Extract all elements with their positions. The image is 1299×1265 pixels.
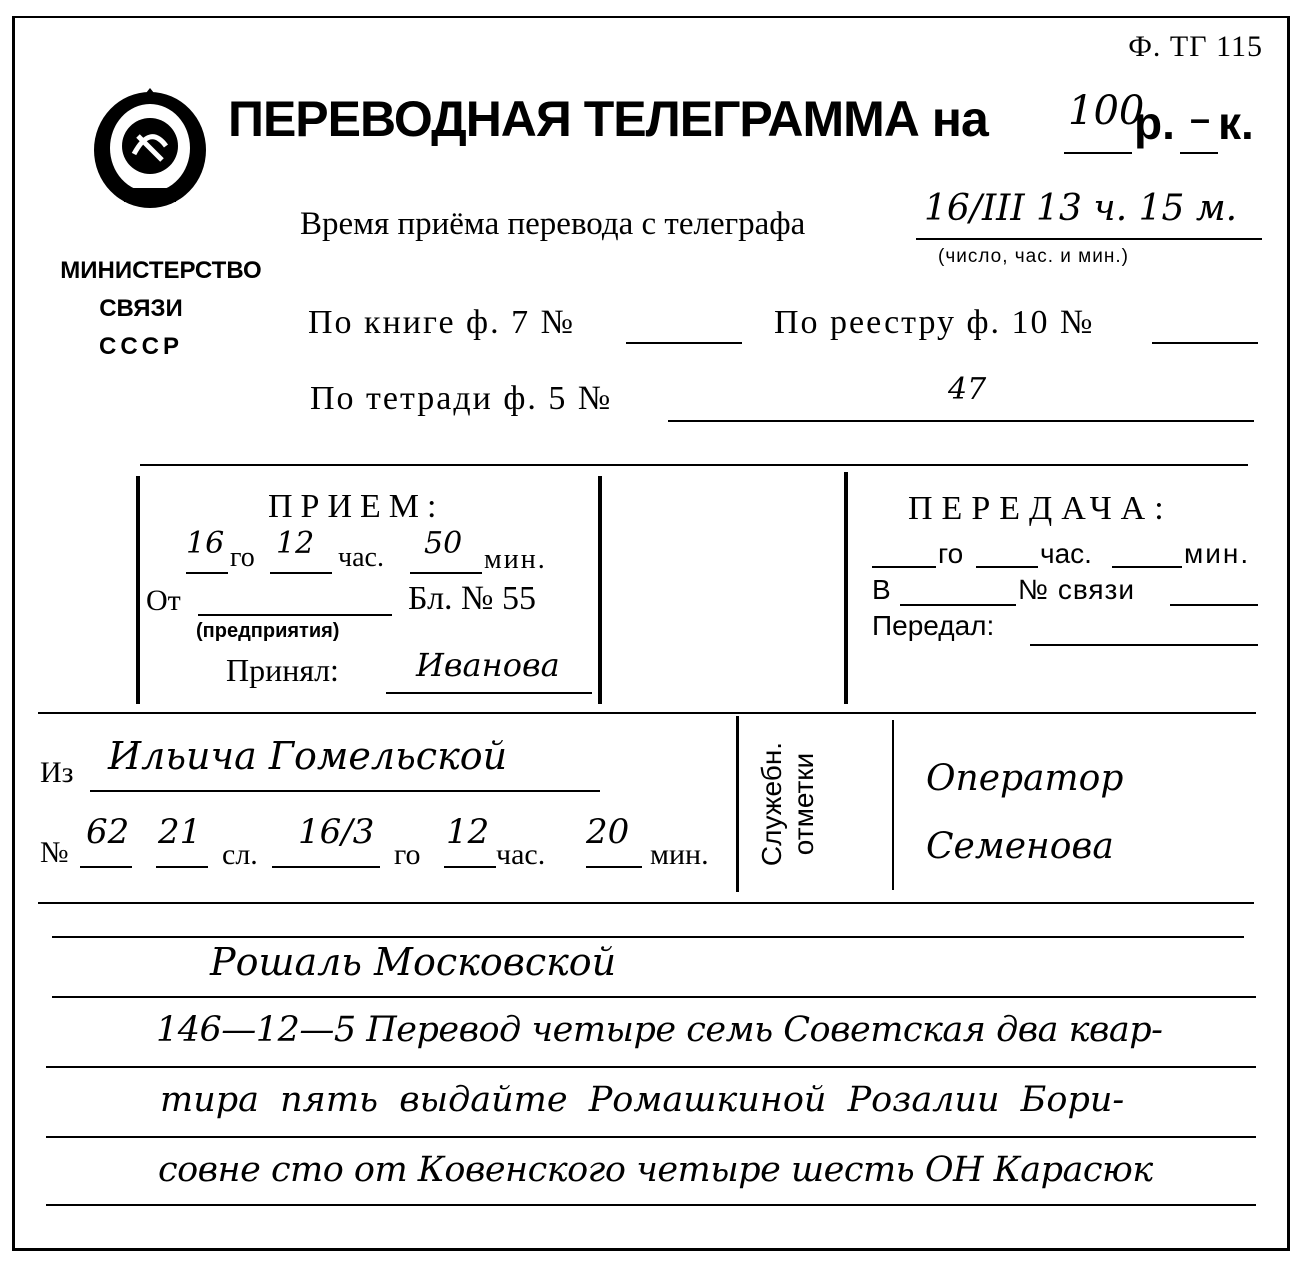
section-divider-3: [38, 902, 1254, 904]
ministry-block: [36, 252, 286, 366]
service-label-line-1: Служебн.: [756, 741, 787, 867]
priem-day: 16: [186, 526, 225, 561]
origin-from-value: Ильича Гомельской: [108, 734, 508, 778]
origin-date: 16/3: [298, 812, 375, 852]
reception-time-hint: (число, час. и мин.): [938, 246, 1129, 267]
priem-from-underline: [198, 614, 392, 616]
notebook-label: По тетради ф. 5 №: [310, 380, 613, 417]
section-divider-2: [38, 712, 1256, 714]
origin-date-suffix: го: [394, 838, 421, 871]
priem-title: ПРИЕМ:: [268, 488, 445, 525]
peredacha-day-suffix: го: [938, 538, 964, 569]
origin-minute: 20: [586, 812, 630, 852]
peredacha-title: ПЕРЕДАЧА:: [908, 490, 1173, 527]
message-line-2: тира пять выдайте Ромашкиной Розалии Бори-: [160, 1080, 1125, 1120]
origin-no-label: №: [40, 836, 69, 869]
message-rule-1: [52, 936, 1244, 938]
reception-time-label: Время приёма перевода с телеграфа: [300, 206, 806, 242]
priem-accepted-value: Иванова: [416, 646, 560, 684]
peredacha-minute-label: мин.: [1184, 538, 1251, 569]
peredacha-hour-underline: [976, 566, 1038, 568]
message-rule-3: [46, 1066, 1256, 1068]
peredacha-left-border: [844, 472, 848, 704]
origin-minute-label: мин.: [650, 838, 709, 871]
priem-hour-underline: [270, 572, 332, 574]
priem-from-hint: (предприятия): [196, 620, 340, 642]
origin-words-underline: [156, 866, 208, 868]
priem-right-border: [598, 476, 602, 704]
service-right-border: [892, 720, 894, 890]
origin-date-underline: [272, 866, 380, 868]
peredacha-channel-underline: [1170, 604, 1258, 606]
priem-left-border: [136, 476, 140, 704]
message-line-3: совне сто от Ковенского четыре шесть ОН Карасюк: [158, 1150, 1153, 1190]
priem-day-underline: [186, 572, 228, 574]
reception-time-underline: [916, 238, 1262, 240]
priem-from-label: От: [146, 584, 181, 617]
notebook-underline: [668, 420, 1254, 422]
origin-hour-label: час.: [496, 838, 546, 871]
origin-minute-underline: [586, 866, 642, 868]
service-note-line-2: Семенова: [926, 826, 1114, 867]
kop-label: к.: [1218, 97, 1254, 149]
peredacha-day-underline: [872, 566, 936, 568]
priem-minute: 50: [424, 526, 463, 561]
amount-kop-underline: [1180, 152, 1218, 154]
origin-hour-underline: [444, 866, 496, 868]
origin-from-label: Из: [40, 756, 74, 789]
amount-rub-value: 100: [1068, 88, 1145, 134]
notebook-value: 47: [948, 372, 987, 407]
origin-number-underline: [80, 866, 132, 868]
book-label: По книге ф. 7 №: [308, 304, 576, 341]
origin-words-label: сл.: [222, 838, 258, 871]
priem-minute-underline: [410, 572, 482, 574]
service-left-border: [736, 716, 739, 892]
ministry-line-3: СССР: [98, 333, 183, 360]
ministry-line-2: СВЯЗИ: [99, 295, 183, 322]
service-note-line-1: Оператор: [926, 758, 1124, 799]
ministry-line-1: МИНИСТЕРСТВО: [60, 257, 262, 284]
priem-day-suffix: го: [230, 542, 255, 573]
origin-from-underline: [90, 790, 600, 792]
section-divider-1: [140, 464, 1248, 466]
priem-hour: 12: [276, 526, 315, 561]
rub-label: р.: [1134, 97, 1175, 149]
peredacha-hour-label: час.: [1040, 538, 1092, 569]
message-line-1: 146—12—5 Перевод четыре семь Советская два квар-: [156, 1010, 1163, 1050]
message-rule-2: [52, 996, 1256, 998]
origin-words: 21: [158, 812, 202, 852]
priem-accepted-underline: [386, 692, 592, 694]
service-label-line-2: отметки: [788, 752, 819, 856]
priem-accepted-label: Принял:: [226, 652, 339, 688]
service-label: [756, 718, 820, 890]
peredacha-channel-label: № связи: [1018, 574, 1136, 605]
ussr-emblem-icon: [88, 84, 212, 214]
message-rule-4: [46, 1136, 1256, 1138]
form-code: Ф. ТГ 115: [1128, 30, 1263, 63]
form-title: ПЕРЕВОДНАЯ ТЕЛЕГРАММА на: [228, 91, 988, 147]
peredacha-in-underline: [900, 604, 1016, 606]
priem-blank-number: Бл. № 55: [408, 580, 536, 617]
registry-underline: [1152, 342, 1258, 344]
amount-kop-value: –: [1190, 98, 1211, 139]
priem-minute-label: мин.: [484, 544, 547, 575]
amount-rub-underline: [1064, 152, 1132, 154]
message-rule-5: [46, 1204, 1256, 1206]
peredacha-minute-underline: [1112, 566, 1182, 568]
message-address: Рошаль Московской: [210, 940, 617, 984]
registry-label: По реестру ф. 10 №: [774, 304, 1095, 341]
peredacha-in-label: В: [872, 574, 891, 605]
book-underline: [626, 342, 742, 344]
priem-hour-label: час.: [338, 542, 384, 573]
reception-time-value: 16/III 13 ч. 15 м.: [924, 188, 1238, 229]
peredacha-sent-label: Передал:: [872, 610, 995, 641]
origin-number: 62: [86, 812, 130, 852]
peredacha-sent-underline: [1030, 644, 1258, 646]
origin-hour: 12: [446, 812, 490, 852]
